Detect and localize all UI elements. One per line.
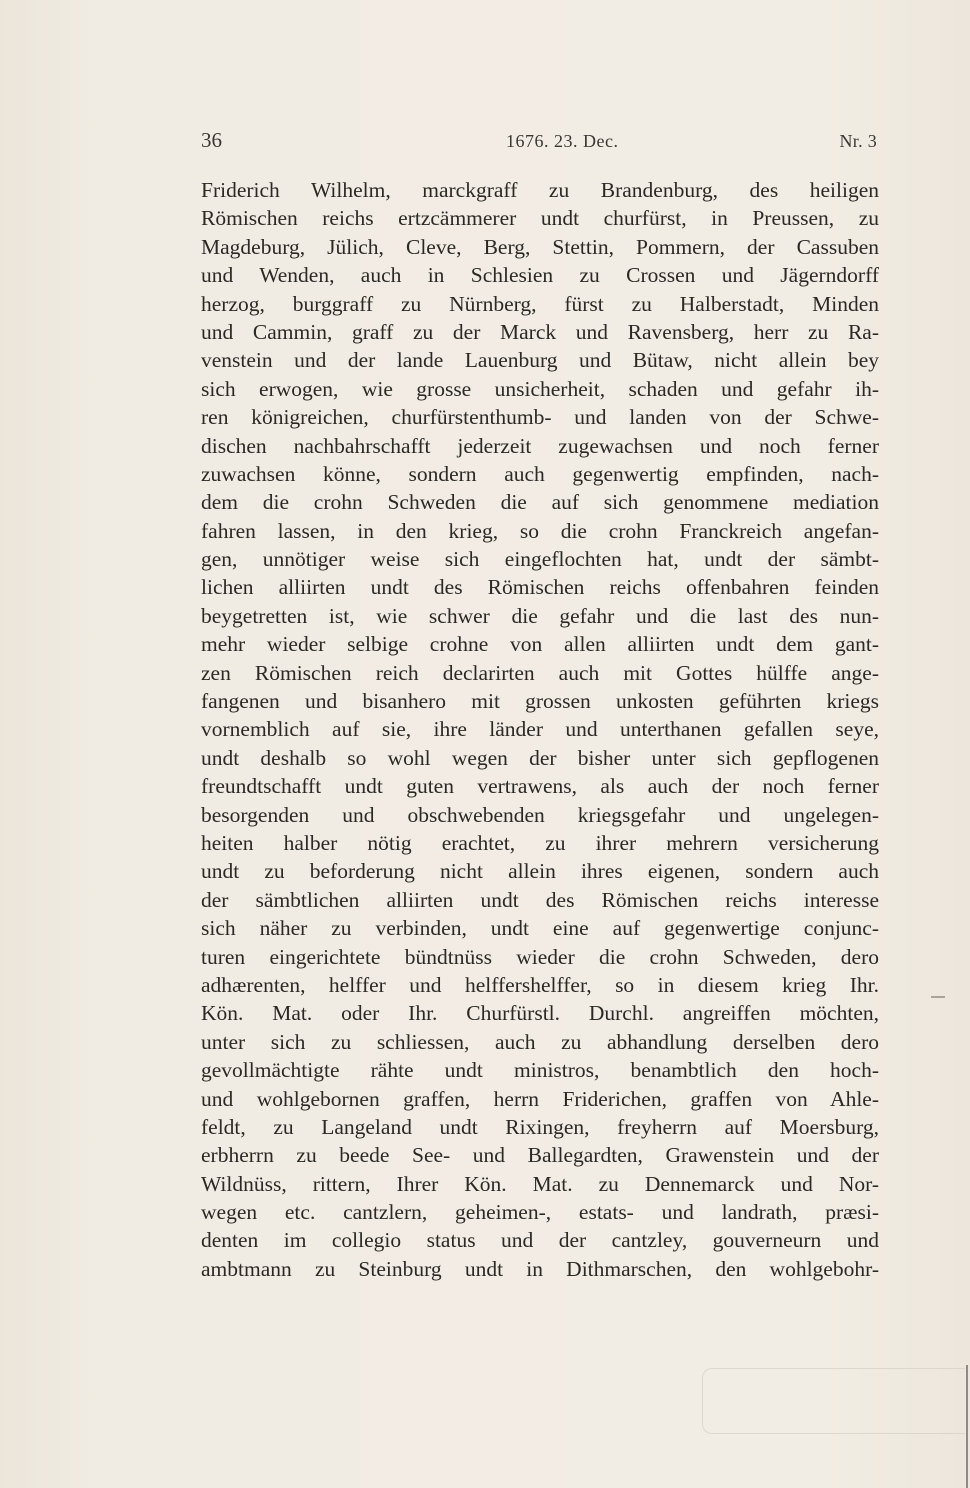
text-line: undt deshalb so wohl wegen der bisher unter sich gepflogenen xyxy=(201,745,879,770)
scan-edge-rule xyxy=(966,1365,968,1488)
text-line: sich näher zu verbinden, undt eine auf gegenwertige conjunc- xyxy=(201,916,879,941)
text-line: gen, unnötiger weise sich eingeflochten hat, undt der sämbt- xyxy=(201,547,879,572)
text-line: adhærenten, helffer und helffershelffer, so in diesem krieg Ihr. xyxy=(201,972,879,997)
document-number: Nr. 3 xyxy=(839,131,877,151)
text-line: unter sich zu schliessen, auch zu abhandlung derselben dero xyxy=(201,1029,879,1054)
text-line: fahren lassen, in den krieg, so die crohn Franckreich angefan- xyxy=(201,518,879,543)
text-line: wegen etc. cantzlern, geheimen-, estats- und landrath, præsi- xyxy=(201,1200,879,1225)
text-line: venstein und der lande Lauenburg und Bütaw, nicht allein bey xyxy=(201,348,879,373)
text-line: und Cammin, graff zu der Marck und Ravensberg, herr zu Ra- xyxy=(201,319,879,344)
text-line: Römischen reichs ertzcämmerer undt churfürst, in Preussen, zu xyxy=(201,206,879,231)
text-line: denten im collegio status und der cantzley, gouverneurn und xyxy=(201,1228,879,1253)
text-line: undt zu beforderung nicht allein ihres eigenen, sondern auch xyxy=(201,859,879,884)
text-line: fangenen und bisanhero mit grossen unkosten geführten kriegs xyxy=(201,689,879,714)
text-line: freundtschafft undt guten vertrawens, als auch der noch ferner xyxy=(201,774,879,799)
text-line: dem die crohn Schweden die auf sich genommene mediation xyxy=(201,490,879,515)
text-line: ren königreichen, churfürstenthumb- und landen von der Schwe- xyxy=(201,405,879,430)
text-line: zen Römischen reich declarirten auch mit Gottes hülffe ange- xyxy=(201,660,879,685)
text-line: herzog, burggraff zu Nürnberg, fürst zu Halberstadt, Minden xyxy=(201,291,879,316)
text-line: Kön. Mat. oder Ihr. Churfürstl. Durchl. angreiffen möchten, xyxy=(201,1001,879,1026)
margin-mark xyxy=(931,996,945,998)
text-line: und Wenden, auch in Schlesien zu Crossen und Jägerndorff xyxy=(201,263,879,288)
text-line: Wildnüss, rittern, Ihrer Kön. Mat. zu Dennemarck und Nor- xyxy=(201,1171,879,1196)
text-line: mehr wieder selbige crohne von allen alliirten undt dem gant- xyxy=(201,632,879,657)
text-line: erbherrn zu beede See- und Ballegardten, Grawenstein und der xyxy=(201,1143,879,1168)
text-line: lichen alliirten undt des Römischen reichs offenbahren feinden xyxy=(201,575,879,600)
text-line: der sämbtlichen alliirten undt des Römischen reichs interesse xyxy=(201,887,879,912)
text-line: vornemblich auf sie, ihre länder und unterthanen gefallen seye, xyxy=(201,717,879,742)
text-line: heiten halber nötig erachtet, zu ihrer mehrern versicherung xyxy=(201,830,879,855)
text-line: Friderich Wilhelm, marckgraff zu Brandenburg, des heiligen xyxy=(201,178,879,202)
text-line: Magdeburg, Jülich, Cleve, Berg, Stettin, Pommern, der Cassuben xyxy=(201,234,879,259)
text-line: besorgenden und obschwebenden kriegsgefahr und ungelegen- xyxy=(201,802,879,827)
text-line: beygetretten ist, wie schwer die gefahr und die last des nun- xyxy=(201,603,879,628)
text-line: sich erwogen, wie grosse unsicherheit, schaden und gefahr ih- xyxy=(201,376,879,401)
running-date: 1676. 23. Dec. xyxy=(506,131,619,151)
page-number: 36 xyxy=(201,128,222,152)
page-header xyxy=(201,128,877,156)
text-line: ambtmann zu Steinburg undt in Dithmarschen, den wohlgebohr- xyxy=(201,1256,879,1281)
scan-corner-outline xyxy=(702,1368,965,1434)
text-line: gevollmächtigte rähte undt ministros, benambtlich den hoch- xyxy=(201,1058,879,1083)
text-line: und wohlgebornen graffen, herrn Friderichen, graffen von Ahle- xyxy=(201,1086,879,1111)
text-line: zuwachsen könne, sondern auch gegenwertig empfinden, nach- xyxy=(201,461,879,486)
text-line: feldt, zu Langeland undt Rixingen, freyherrn auf Moersburg, xyxy=(201,1114,879,1139)
text-line: dischen nachbahrschafft jederzeit zugewachsen und noch ferner xyxy=(201,433,879,458)
document-body xyxy=(201,176,879,1283)
text-line: turen eingerichtete bündtnüss wieder die crohn Schweden, dero xyxy=(201,944,879,969)
